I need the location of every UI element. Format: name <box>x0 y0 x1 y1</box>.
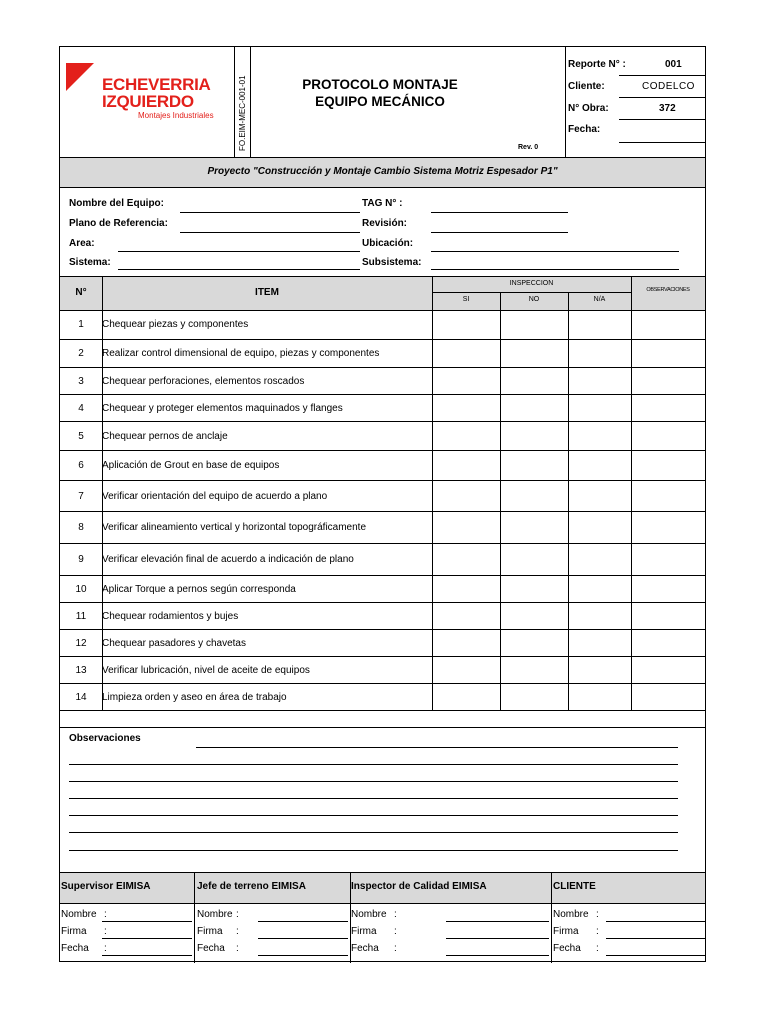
row-item-text: Aplicar Torque a pernos según corresponda <box>102 584 296 595</box>
row-na-cell[interactable] <box>568 603 631 629</box>
row-na-cell[interactable] <box>568 512 631 543</box>
obra-value: 372 <box>659 103 676 114</box>
row-observacion-cell[interactable] <box>631 481 705 511</box>
row-observacion-cell[interactable] <box>631 422 705 450</box>
row-observacion-cell[interactable] <box>631 368 705 394</box>
row-number: 2 <box>78 348 84 359</box>
signature-firma-label: Firma <box>197 926 223 937</box>
signature-fecha-label: Fecha <box>197 943 225 954</box>
row-observacion-cell[interactable] <box>631 603 705 629</box>
row-number: 5 <box>78 431 84 442</box>
plano-field[interactable] <box>180 232 360 233</box>
nombre-equipo-label: Nombre del Equipo: <box>69 198 164 209</box>
row-number: 9 <box>78 554 84 565</box>
row-no-cell[interactable] <box>500 544 568 575</box>
observaciones-line[interactable] <box>69 832 678 833</box>
row-number: 7 <box>78 491 84 502</box>
area-field[interactable] <box>118 251 360 252</box>
signature-nombre-label: Nombre <box>553 909 589 920</box>
signature-nombre-label: Nombre <box>197 909 233 920</box>
row-na-cell[interactable] <box>568 340 631 367</box>
project-title: Proyecto "Construcción y Montaje Cambio Sistema Motriz Espesador P1" <box>207 166 558 177</box>
row-item-text: Chequear rodamientos y bujes <box>102 611 239 622</box>
signature-nombre-label: Nombre <box>61 909 97 920</box>
signature-colon: : <box>104 943 107 954</box>
cliente-label: Cliente: <box>568 81 605 92</box>
signature-firma-label: Firma <box>61 926 87 937</box>
signature-colon: : <box>596 926 599 937</box>
row-no-cell[interactable] <box>500 422 568 450</box>
signature-fecha-label: Fecha <box>351 943 379 954</box>
signature-fecha-label: Fecha <box>61 943 89 954</box>
signature-colon: : <box>236 909 239 920</box>
revision-label: Revisión: <box>362 218 408 229</box>
signature-fecha-field[interactable] <box>606 955 705 956</box>
obra-label: N° Obra: <box>568 103 609 114</box>
table-row <box>60 368 705 395</box>
row-item-text: Verificar alineamiento vertical y horizontal topográficamente <box>102 522 367 533</box>
signature-col-inspector: Inspector de Calidad EIMISA <box>351 881 487 892</box>
row-no-cell[interactable] <box>500 630 568 656</box>
logo-triangle-icon <box>66 63 96 93</box>
row-si-cell[interactable] <box>432 422 500 450</box>
signature-nombre-field[interactable] <box>102 921 192 922</box>
row-item-text: Chequear pernos de anclaje <box>102 431 228 442</box>
row-no-cell[interactable] <box>500 512 568 543</box>
row-item-text: Chequear y proteger elementos maquinados y flanges <box>102 403 343 414</box>
table-row <box>60 603 705 630</box>
row-observacion-cell[interactable] <box>631 309 705 339</box>
row-na-cell[interactable] <box>568 481 631 511</box>
protocol-form <box>59 46 706 962</box>
row-si-cell[interactable] <box>432 481 500 511</box>
table-row <box>60 630 705 657</box>
row-observacion-cell[interactable] <box>631 544 705 575</box>
row-observacion-cell[interactable] <box>631 684 705 710</box>
row-observacion-cell[interactable] <box>631 576 705 602</box>
row-si-cell[interactable] <box>432 630 500 656</box>
col-na-header: N/A <box>593 296 606 303</box>
sistema-label: Sistema: <box>69 257 111 268</box>
row-item-text: Chequear piezas y componentes <box>102 319 249 330</box>
tag-label: TAG N° : <box>362 198 403 209</box>
table-row <box>60 451 705 481</box>
ubicacion-field[interactable] <box>431 251 679 252</box>
row-si-cell[interactable] <box>432 512 500 543</box>
signature-colon: : <box>596 909 599 920</box>
table-row <box>60 395 705 422</box>
row-na-cell[interactable] <box>568 395 631 421</box>
col-item-header: ITEM <box>255 287 279 298</box>
col-no-answer-header: NO <box>528 296 540 303</box>
row-number: 3 <box>78 376 84 387</box>
signature-firma-field[interactable] <box>606 938 705 939</box>
row-na-cell[interactable] <box>568 422 631 450</box>
signature-colon: : <box>394 909 397 920</box>
signature-colon: : <box>104 926 107 937</box>
row-item-text: Chequear pasadores y chavetas <box>102 638 246 649</box>
signature-nombre-field[interactable] <box>446 921 549 922</box>
row-number: 8 <box>78 522 84 533</box>
row-si-cell[interactable] <box>432 657 500 683</box>
row-no-cell[interactable] <box>500 451 568 480</box>
signature-colon: : <box>394 926 397 937</box>
row-item-text: Aplicación de Grout en base de equipos <box>102 460 280 471</box>
nombre-equipo-field[interactable] <box>180 212 360 213</box>
signature-colon: : <box>236 926 239 937</box>
signature-fecha-field[interactable] <box>446 955 549 956</box>
revision-field[interactable] <box>431 232 568 233</box>
row-item-text: Limpieza orden y aseo en área de trabajo <box>102 692 287 703</box>
signature-firma-label: Firma <box>351 926 377 937</box>
table-row <box>60 684 705 711</box>
signature-nombre-field[interactable] <box>258 921 348 922</box>
observaciones-line[interactable] <box>196 747 678 748</box>
row-no-cell[interactable] <box>500 368 568 394</box>
row-number: 11 <box>75 611 87 622</box>
observaciones-line[interactable] <box>69 764 678 765</box>
table-row <box>60 544 705 576</box>
row-na-cell[interactable] <box>568 368 631 394</box>
row-observacion-cell[interactable] <box>631 630 705 656</box>
form-code: FO.EIM-MEC-001-01 <box>238 75 247 151</box>
row-observacion-cell[interactable] <box>631 657 705 683</box>
area-label: Area: <box>69 238 95 249</box>
observaciones-line[interactable] <box>69 781 678 782</box>
logo-line2: IZQUIERDO <box>102 92 194 111</box>
signature-fecha-label: Fecha <box>553 943 581 954</box>
row-no-cell[interactable] <box>500 603 568 629</box>
col-inspeccion-header: INSPECCION <box>509 280 554 287</box>
table-row <box>60 309 705 340</box>
signature-col-cliente: CLIENTE <box>553 881 596 892</box>
subsistema-field[interactable] <box>431 269 679 270</box>
row-na-cell[interactable] <box>568 451 631 480</box>
table-row <box>60 657 705 684</box>
table-row <box>60 422 705 451</box>
row-na-cell[interactable] <box>568 309 631 339</box>
observaciones-line[interactable] <box>69 850 678 851</box>
row-number: 14 <box>75 692 87 703</box>
company-logo <box>66 63 226 123</box>
signature-firma-label: Firma <box>553 926 579 937</box>
tag-field[interactable] <box>431 212 568 213</box>
row-si-cell[interactable] <box>432 576 500 602</box>
signature-firma-field[interactable] <box>446 938 549 939</box>
row-no-cell[interactable] <box>500 684 568 710</box>
cliente-value: CODELCO <box>642 81 695 92</box>
row-item-text: Verificar orientación del equipo de acuerdo a plano <box>102 491 328 502</box>
col-si-header: SI <box>462 296 470 303</box>
row-si-cell[interactable] <box>432 340 500 367</box>
signature-colon: : <box>596 943 599 954</box>
row-item-text: Verificar elevación final de acuerdo a indicación de plano <box>102 554 354 565</box>
row-si-cell[interactable] <box>432 395 500 421</box>
table-row <box>60 481 705 512</box>
row-no-cell[interactable] <box>500 657 568 683</box>
observaciones-line[interactable] <box>69 815 678 816</box>
row-na-cell[interactable] <box>568 657 631 683</box>
table-row <box>60 340 705 368</box>
row-si-cell[interactable] <box>432 451 500 480</box>
row-si-cell[interactable] <box>432 684 500 710</box>
revision-note: Rev. 0 <box>518 144 539 151</box>
signature-fecha-field[interactable] <box>102 955 192 956</box>
row-si-cell[interactable] <box>432 368 500 394</box>
row-si-cell[interactable] <box>432 603 500 629</box>
row-number: 10 <box>75 584 87 595</box>
row-si-cell[interactable] <box>432 309 500 339</box>
row-observacion-cell[interactable] <box>631 395 705 421</box>
row-no-cell[interactable] <box>500 481 568 511</box>
row-number: 1 <box>78 319 84 330</box>
row-na-cell[interactable] <box>568 630 631 656</box>
ubicacion-label: Ubicación: <box>362 238 414 249</box>
fecha-label: Fecha: <box>568 124 601 135</box>
signature-nombre-field[interactable] <box>606 921 705 922</box>
row-si-cell[interactable] <box>432 544 500 575</box>
row-na-cell[interactable] <box>568 544 631 575</box>
signature-nombre-label: Nombre <box>351 909 387 920</box>
observaciones-line[interactable] <box>69 798 678 799</box>
reporte-label: Reporte N° : <box>568 59 626 70</box>
row-item-text: Chequear perforaciones, elementos roscados <box>102 376 305 387</box>
logo-subtitle: Montajes Industriales <box>138 111 214 120</box>
reporte-value: 001 <box>665 59 682 70</box>
project-bar <box>60 157 705 188</box>
col-no-header: N° <box>75 287 87 298</box>
row-no-cell[interactable] <box>500 576 568 602</box>
col-observaciones-header: OBSERVACIONES <box>646 287 690 293</box>
plano-label: Plano de Referencia: <box>69 218 168 229</box>
row-observacion-cell[interactable] <box>631 512 705 543</box>
row-item-text: Realizar control dimensional de equipo, piezas y componentes <box>102 348 380 359</box>
signature-col-jefe: Jefe de terreno EIMISA <box>197 881 306 892</box>
row-na-cell[interactable] <box>568 684 631 710</box>
row-na-cell[interactable] <box>568 576 631 602</box>
signature-colon: : <box>394 943 397 954</box>
signature-fecha-field[interactable] <box>258 955 348 956</box>
signature-firma-field[interactable] <box>258 938 348 939</box>
signature-firma-field[interactable] <box>102 938 192 939</box>
row-item-text: Verificar lubricación, nivel de aceite de equipos <box>102 665 310 676</box>
row-number: 4 <box>78 403 84 414</box>
subsistema-label: Subsistema: <box>362 257 422 268</box>
row-number: 12 <box>75 638 87 649</box>
row-no-cell[interactable] <box>500 309 568 339</box>
row-no-cell[interactable] <box>500 395 568 421</box>
row-no-cell[interactable] <box>500 340 568 367</box>
observaciones-label: Observaciones <box>69 733 141 744</box>
signature-colon: : <box>104 909 107 920</box>
row-observacion-cell[interactable] <box>631 340 705 367</box>
form-title: PROTOCOLO MONTAJE EQUIPO MECÁNICO <box>302 77 458 109</box>
row-number: 13 <box>75 665 87 676</box>
signature-colon: : <box>236 943 239 954</box>
table-row <box>60 512 705 544</box>
signature-col-supervisor: Supervisor EIMISA <box>61 881 151 892</box>
row-number: 6 <box>78 460 84 471</box>
sistema-field[interactable] <box>118 269 360 270</box>
table-row <box>60 576 705 603</box>
row-observacion-cell[interactable] <box>631 451 705 480</box>
logo-line1: ECHEVERRIA <box>102 75 211 94</box>
